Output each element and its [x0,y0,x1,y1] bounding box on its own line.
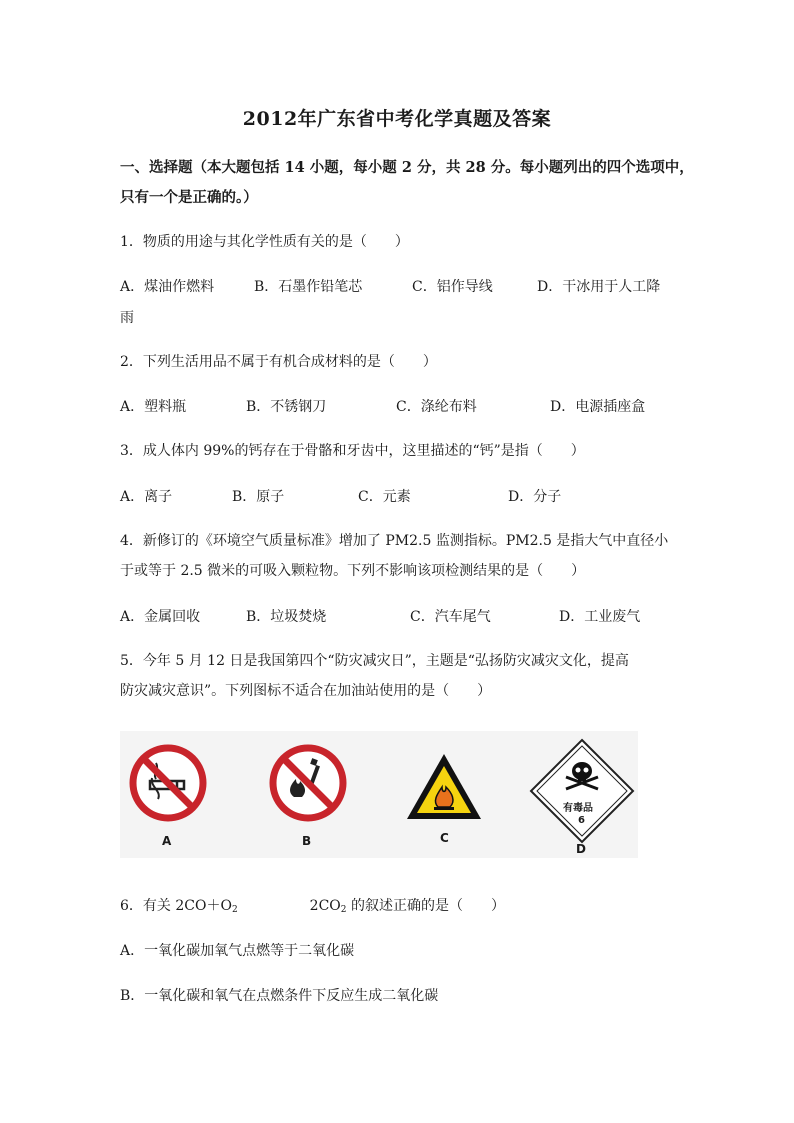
q2-stem: 2．下列生活用品不属于有机合成材料的是（ ） [120,354,437,370]
toxic-sign-number: 6 [578,815,585,826]
q1-stem: 1．物质的用途与其化学性质有关的是（ ） [120,234,409,250]
q6-equation-right: 2CO [309,898,341,914]
document-title: 2012年广东省中考化学真题及答案 [242,108,552,130]
toxic-substance-icon [528,737,636,845]
q3-option-c: C．元素 [358,489,411,505]
q1-option-b: B．石墨作铅笔芯 [254,279,363,295]
q6-option-a: A．一氧化碳加氧气点燃等于二氧化碳 [120,943,355,959]
q2-option-d: D．电源插座盒 [550,399,646,415]
q6-subscript-co2: 2 [340,905,347,915]
flammable-warning-icon [404,751,484,823]
q4-option-c: C．汽车尾气 [410,609,491,625]
sign-c-label: C [440,831,449,845]
safety-signs-figure [120,731,638,858]
q6-equation-left: 6．有关 2CO＋O [120,898,232,914]
toxic-sign-text: 有毒品 [563,803,593,814]
q4-stem-line2: 于或等于 2.5 微米的可吸入颗粒物。下列不影响该项检测结果的是（ ） [120,563,586,579]
q2-option-c: C．涤纶布料 [396,399,477,415]
q1-option-d: D．干冰用于人工降 [537,279,661,295]
q4-option-d: D．工业废气 [559,609,641,625]
no-smoking-icon [128,743,208,823]
q6-subscript-o2: 2 [231,905,238,915]
q1-option-c: C．铝作导线 [412,279,493,295]
q4-option-a: A．金属回收 [120,609,201,625]
q3-stem: 3．成人体内 99%的钙存在于骨骼和牙齿中，这里描述的“钙”是指（ ） [120,443,585,459]
q1-option-d-wrap: 雨 [120,310,134,326]
q5-stem-line1: 5．今年 5 月 12 日是我国第四个“防灾减灾日”，主题是“弘扬防灾减灾文化，提高 [120,653,629,669]
q3-option-a: A．离子 [120,489,173,505]
no-open-flame-icon [268,743,348,823]
sign-b-label: B [302,834,312,848]
section-heading-line1: 一、选择题（本大题包括 14 小题，每小题 2 分，共 28 分。每小题列出的四个选项中， [120,159,694,176]
q2-option-b: B．不锈钢刀 [246,399,327,415]
q5-stem-line2: 防灾减灾意识”。下列图标不适合在加油站使用的是（ ） [120,683,492,699]
q3-option-b: B．原子 [232,489,285,505]
q4-stem-line1: 4．新修订的《环境空气质量标准》增加了 PM2.5 监测指标。PM2.5 是指大气中直径小 [120,533,669,549]
q6-option-b: B．一氧化碳和氧气在点燃条件下反应生成二氧化碳 [120,988,439,1004]
q6-stem-suffix: 的叙述正确的是（ ） [346,898,505,914]
section-heading-line2: 只有一个是正确的。） [120,189,258,206]
q3-option-d: D．分子 [508,489,562,505]
q1-option-a: A．煤油作燃料 [120,279,215,295]
q6-stem [120,896,505,920]
sign-d-label: D [576,842,586,856]
q4-option-b: B．垃圾焚烧 [246,609,327,625]
sign-a-label: A [162,834,172,848]
q2-option-a: A．塑料瓶 [120,399,187,415]
